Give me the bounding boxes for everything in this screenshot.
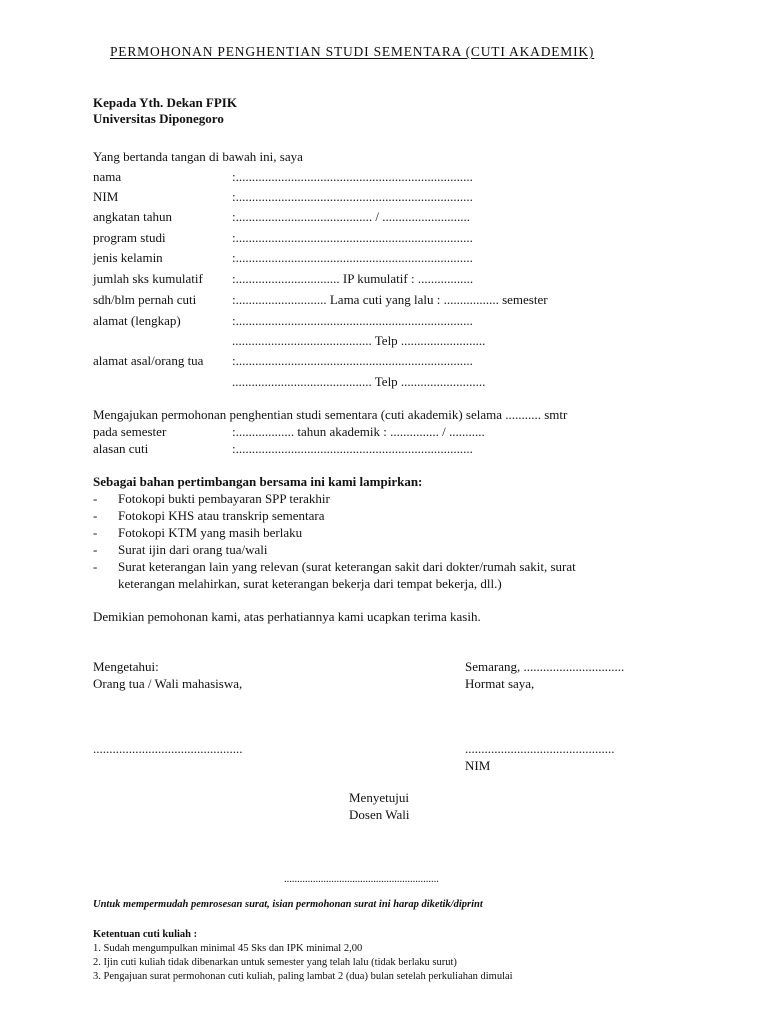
right-signature-nim: NIM [465,758,491,773]
approval-signature-line: ........................................................... [284,874,439,885]
request-text: Mengajukan permohonan penghentian studi sementara (cuti akademik) selama ........... smtr [93,407,568,422]
bullet-dash: - [93,559,98,574]
attachment-text: Fotokopi KTM yang masih berlaku [118,525,303,540]
attachment-text: keterangan melahirkan, surat keterangan bekerja dari tempat bekerja, dll.) [118,576,502,591]
field-label: pada semester [93,424,167,439]
left-signature-heading: Mengetahui: [93,659,159,674]
field-value: :......................................................................... [232,353,473,368]
left-signature-role: Orang tua / Wali mahasiswa, [93,676,243,691]
attachment-text: Surat keterangan lain yang relevan (surat keterangan sakit dari dokter/rumah sakit, surat [118,559,576,574]
rule-item: 1. Sudah mengumpulkan minimal 45 Sks dan IPK minimal 2,00 [93,943,363,954]
left-signature-line: .............................................. [93,741,243,756]
field-value: :......................................................................... [232,250,473,265]
field-label: alasan cuti [93,441,149,456]
rule-item: 2. Ijin cuti kuliah tidak dibenarkan untuk semester yang telah lalu (tidak berlaku surut) [93,957,457,968]
attachment-text: Fotokopi bukti pembayaran SPP terakhir [118,491,330,506]
right-signature-role: Hormat saya, [465,676,535,691]
field-value: :......................................................................... [232,313,473,328]
field-label: jumlah sks kumulatif [93,271,203,286]
field-label: program studi [93,230,166,245]
addressee-line-2: Universitas Diponegoro [93,111,224,126]
field-value: :................................ IP kumulatif : ................. [232,271,474,286]
approval-role: Dosen Wali [349,807,410,822]
addressee-line-1: Kepada Yth. Dekan FPIK [93,95,237,110]
field-label: alamat asal/orang tua [93,353,204,368]
typing-note: Untuk mempermudah pemrosesan surat, isian permohonan surat ini harap diketik/diprint [93,899,483,910]
field-value: :.......................................... / ........................... [232,209,470,224]
attachment-text: Fotokopi KHS atau transkrip sementara [118,508,325,523]
field-label: nama [93,169,122,184]
rule-item: 3. Pengajuan surat permohonan cuti kuliah, paling lambat 2 (dua) bulan setelah perkuliahan dimulai [93,971,513,982]
field-value: :......................................................................... [232,230,473,245]
place-date: Semarang, ............................... [465,659,625,674]
document-title: PERMOHONAN PENGHENTIAN STUDI SEMENTARA (CUTI AKADEMIK) [110,44,595,59]
attachment-text: Surat ijin dari orang tua/wali [118,542,268,557]
rules-heading: Ketentuan cuti kuliah : [93,929,198,940]
bullet-dash: - [93,508,98,523]
field-value: :............................ Lama cuti yang lalu : ................. semester [232,292,548,307]
bullet-dash: - [93,542,98,557]
field-value: :......................................................................... [232,169,473,184]
field-label: NIM [93,189,119,204]
field-label: alamat (lengkap) [93,313,181,328]
attachments-heading: Sebagai bahan pertimbangan bersama ini kami lampirkan: [93,474,423,489]
field-value: :.................. tahun akademik : ............... / ........... [232,424,485,439]
field-value: ........................................... Telp .......................... [232,333,486,348]
intro-text: Yang bertanda tangan di bawah ini, saya [93,149,303,164]
field-label: jenis kelamin [93,250,163,265]
bullet-dash: - [93,491,98,506]
field-value: ........................................... Telp .......................... [232,374,486,389]
field-value: :......................................................................... [232,441,473,456]
field-label: angkatan tahun [93,209,173,224]
approval-heading: Menyetujui [349,790,409,805]
field-value: :......................................................................... [232,189,473,204]
field-label: sdh/blm pernah cuti [93,292,197,307]
right-signature-line: .............................................. [465,741,615,756]
bullet-dash: - [93,525,98,540]
closing-text: Demikian pemohonan kami, atas perhatiannya kami ucapkan terima kasih. [93,609,481,624]
